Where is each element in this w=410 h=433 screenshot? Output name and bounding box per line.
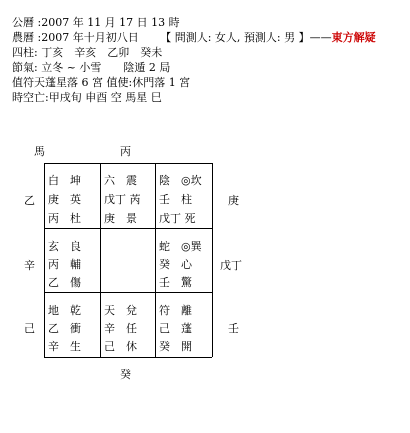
right-label-3: 壬: [228, 322, 239, 335]
palace-r3c2-line1: 天 兌: [104, 304, 137, 317]
author-name: 東方解疑: [331, 31, 376, 44]
palace-r3c1-line2: 乙 衝: [48, 322, 81, 335]
right-label-1: 庚: [228, 194, 239, 207]
left-label-1: 乙: [24, 194, 35, 207]
right-label-2: 戊丁: [220, 259, 242, 272]
palace-r1c3-line1: 陰 ◎坎: [159, 174, 202, 187]
palace-r2c1-line3: 乙 傷: [48, 276, 81, 289]
bottom-label: 癸: [120, 368, 131, 381]
palace-r3c2-line3: 己 休: [104, 340, 137, 353]
palace-r3c3-line2: 己 蓬: [159, 322, 192, 335]
palace-r2c1-line2: 丙 輔: [48, 258, 81, 271]
grid-line-h2: [44, 292, 212, 293]
grid-line-right: [212, 163, 213, 357]
grid-line-v1: [100, 163, 101, 357]
left-label-2: 辛: [24, 259, 35, 272]
gregorian-date: 公曆 :2007 年 11 月 17 日 13 時: [12, 16, 180, 29]
left-label-3: 己: [24, 322, 35, 335]
palace-r3c2-line2: 辛 任: [104, 322, 137, 335]
four-pillars: 四柱: 丁亥 辛亥 乙卯 癸未: [12, 46, 163, 59]
grid-line-left: [44, 163, 45, 357]
top-label-horse: 馬: [34, 145, 45, 158]
lunar-date-line: [12, 31, 376, 44]
inquiry-info: 【 問測人: 女人, 預測人: 男 】——: [160, 31, 332, 44]
palace-r2c3-line3: 壬 驚: [159, 276, 192, 289]
palace-r1c2-line2: 戊丁 芮: [104, 193, 141, 206]
palace-r1c2-line1: 六 震: [104, 174, 137, 187]
lunar-date: 農曆 :2007 年十月初八日: [12, 31, 139, 44]
duty-star: 值符天蓬星落 6 宮 值使:休門落 1 宮: [12, 76, 191, 89]
palace-r1c1-line2: 庚 英: [48, 193, 81, 206]
palace-r1c3-line2: 壬 柱: [159, 193, 192, 206]
palace-r3c3-line3: 癸 開: [159, 340, 192, 353]
palace-r2c3-line2: 癸 心: [159, 258, 192, 271]
palace-r2c3-line1: 蛇 ◎巽: [159, 240, 202, 253]
top-label-bing: 丙: [120, 145, 131, 158]
palace-r2c1-line1: 玄 良: [48, 240, 81, 253]
grid-line-bottom: [44, 357, 212, 358]
solar-term: 節氣: 立冬 ~ 小雪 陰遁 2 局: [12, 61, 171, 74]
palace-r1c3-line3: 戊丁 死: [159, 212, 196, 225]
palace-r1c1-line3: 丙 杜: [48, 212, 81, 225]
grid-line-top: [44, 163, 212, 164]
palace-r1c2-line3: 庚 景: [104, 212, 137, 225]
palace-r3c3-line1: 符 離: [159, 304, 192, 317]
palace-r3c1-line3: 辛 生: [48, 340, 81, 353]
grid-line-h1: [44, 228, 212, 229]
void-info: 時空亡:甲戌旬 申酉 空 馬星 巳: [12, 91, 162, 104]
palace-r3c1-line1: 地 乾: [48, 304, 81, 317]
grid-line-v2: [155, 163, 156, 357]
palace-r1c1-line1: 白 坤: [48, 174, 81, 187]
